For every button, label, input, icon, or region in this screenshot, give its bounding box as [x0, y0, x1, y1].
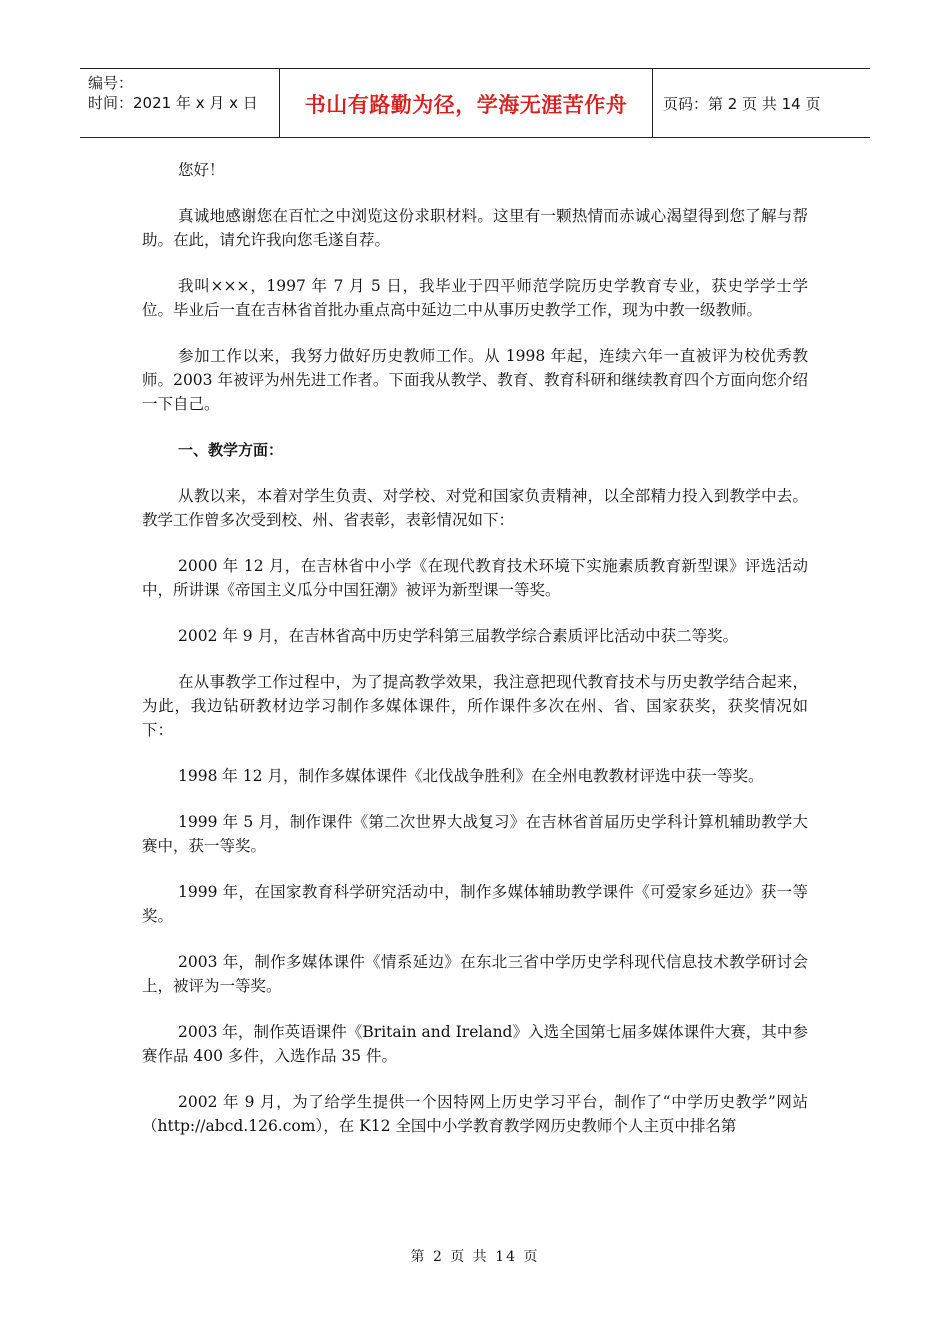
- date-label: 时间：2021 年 x 月 x 日: [88, 94, 258, 112]
- paragraph: 在从事教学工作过程中，为了提高教学效果，我注意把现代教育技术与历史教学结合起来，为此，我边钻研教材边学习制作多媒体课件，所作课件多次在州、省、国家获奖，获奖情况如下：: [142, 673, 808, 739]
- paragraph: 1999 年 5 月，制作课件《第二次世界大战复习》在吉林省首届历史学科计算机辅助教学大赛中，获一等奖。: [142, 813, 808, 855]
- header-info: [80, 69, 280, 137]
- page-footer: 第 2 页 共 14 页: [410, 1249, 540, 1265]
- paragraph: 真诚地感谢您在百忙之中浏览这份求职材料。这里有一颗热情而赤诚心渴望得到您了解与帮助。在此，请允许我向您毛遂自荐。: [142, 207, 808, 249]
- paragraph: 2000 年 12 月，在吉林省中小学《在现代教育技术环境下实施素质教育新型课》评选活动中，所讲课《帝国主义瓜分中国狂潮》被评为新型课一等奖。: [142, 557, 808, 599]
- page-header: [80, 68, 870, 138]
- paragraph: 我叫×××，1997 年 7 月 5 日，我毕业于四平师范学院历史学教育专业，获史学学士学位。毕业后一直在吉林省首批办重点高中延边二中从事历史教学工作，现为中教一级教师。: [142, 277, 808, 319]
- paragraph: 从教以来，本着对学生负责、对学校、对党和国家负责精神，以全部精力投入到教学中去。教学工作曾多次受到校、州、省表彰，表彰情况如下：: [142, 487, 808, 529]
- paragraph: 2002 年 9 月，在吉林省高中历史学科第三届教学综合素质评比活动中获二等奖。: [178, 627, 739, 645]
- paragraph: 2002 年 9 月，为了给学生提供一个因特网上历史学习平台，制作了“中学历史教学”网站（http://abcd.126.com），在 K12 全国中小学教育教学网历史教师个人主页中排名第: [142, 1093, 808, 1135]
- number-label: 编号：: [88, 74, 134, 92]
- paragraph: 1998 年 12 月，制作多媒体课件《北伐战争胜利》在全州电教教材评选中获一等奖。: [178, 767, 764, 785]
- paragraph: 2003 年，制作英语课件《Britain and Ireland》入选全国第七届多媒体课件大赛，其中参赛作品 400 多件，入选作品 35 件。: [142, 1023, 808, 1065]
- paragraph: 2003 年，制作多媒体课件《情系延边》在东北三省中学历史学科现代信息技术教学研讨会上，被评为一等奖。: [142, 953, 808, 995]
- header-page-label: 页码：第 2 页 共 14 页: [663, 94, 821, 113]
- section-heading: 一、教学方面：: [178, 441, 284, 459]
- document-body: [142, 158, 808, 1160]
- paragraph: 参加工作以来，我努力做好历史教师工作。从 1998 年起，连续六年一直被评为校优秀教师。2003 年被评为州先进工作者。下面我从教学、教育、教育科研和继续教育四个方面向您介绍一下自己。: [142, 347, 808, 413]
- paragraph: 1999 年，在国家教育科学研究活动中，制作多媒体辅助教学课件《可爱家乡延边》获一等奖。: [142, 883, 808, 925]
- header-motto: 书山有路勤为径，学海无涯苦作舟: [280, 69, 653, 137]
- paragraph-greeting: 您好！: [178, 161, 225, 179]
